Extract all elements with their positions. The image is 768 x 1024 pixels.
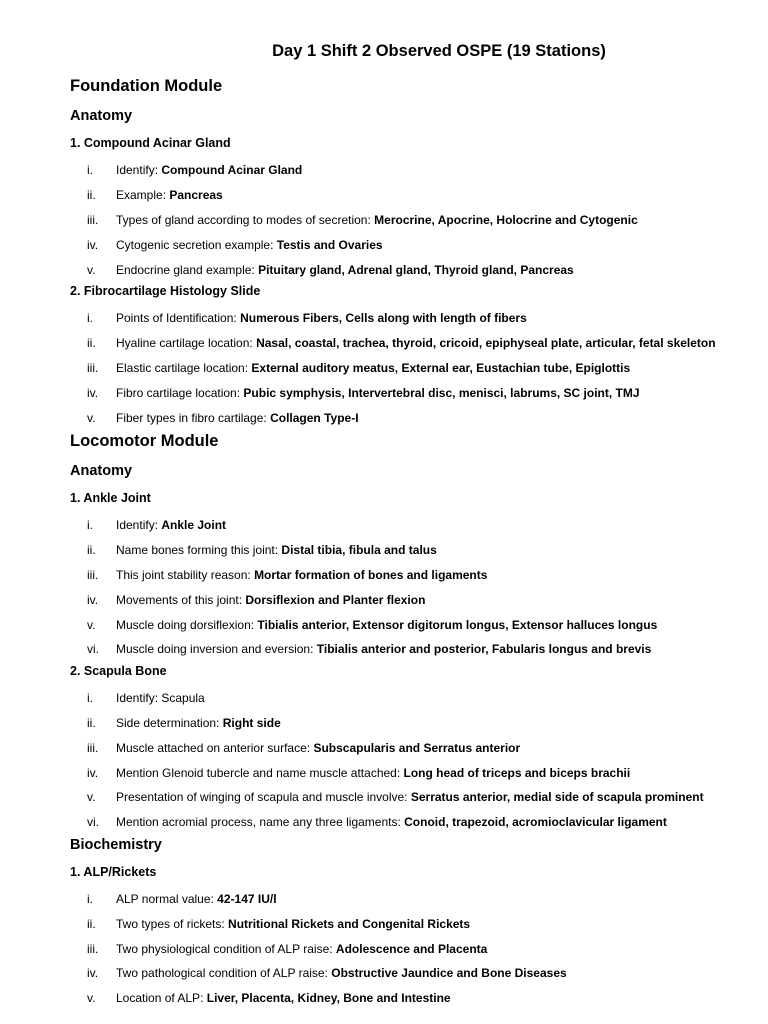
item-numeral: v. [87,617,96,632]
item-numeral: iv. [87,765,99,780]
question-text: ALP normal value: [116,891,218,906]
item-numeral: i. [87,518,93,533]
answer-text: Nutritional Rickets and Congenital Rickets [228,916,471,931]
item-text [116,891,277,907]
question-text: Movements of this joint: [116,592,246,607]
answer-text: Long head of triceps and biceps brachii [403,765,631,780]
item-text [116,410,359,426]
answer-text: Tibialis anterior and posterior, Fabularis longus and brevis [316,642,652,657]
question-item [70,961,748,986]
question-item [70,563,748,588]
answer-text: Testis and Ovaries [276,237,383,252]
module-title: Locomotor Module [70,431,219,450]
question-item [70,183,748,208]
question-list [70,306,748,430]
item-text [116,162,302,178]
question-list [70,158,748,282]
question-item [70,936,748,961]
answer-text: Pubic symphysis, Intervertebral disc, menisci, labrums, SC joint, TMJ [243,385,640,400]
question-item [70,356,748,381]
question-list [70,513,748,662]
question-text: Two physiological condition of ALP raise: [116,941,336,956]
document-content [70,75,748,1011]
question-text: Muscle doing dorsiflexion: [116,617,258,632]
spacer [70,126,748,134]
item-numeral: i. [87,691,93,706]
answer-text: 42-147 IU/l [217,891,277,906]
item-numeral: ii. [87,336,96,351]
station-title: 1. ALP/Rickets [70,864,157,879]
question-item [70,257,748,282]
item-numeral: iv. [87,592,99,607]
item-text [116,592,425,608]
item-text [116,517,226,533]
question-item [70,538,748,563]
answer-text: Mortar formation of bones and ligaments [254,567,488,582]
item-numeral: i. [87,163,93,178]
answer-text: Obstructive Jaundice and Bone Diseases [331,966,567,981]
item-text [116,212,638,228]
answer-text: Right side [222,715,281,730]
answer-text: Numerous Fibers, Cells along with length of fibers [240,311,527,326]
item-text [116,916,470,932]
question-item [70,760,748,785]
answer-text: Collagen Type-I [270,410,359,425]
question-text: Two types of rickets: [116,916,229,931]
station-title: 1. Compound Acinar Gland [70,136,231,150]
item-text [116,542,437,558]
item-text [116,965,567,981]
item-numeral: i. [87,311,93,326]
item-numeral: v. [87,991,96,1006]
answer-text: Pituitary gland, Adrenal gland, Thyroid gland, Pancreas [258,262,574,277]
subject-title: Anatomy [70,462,133,479]
answer-text: External auditory meatus, External ear, Eustachian tube, Epiglottis [251,360,631,375]
question-text: Mention acromial process, name any three ligaments: [116,815,405,830]
question-text: Fiber types in fibro cartilage: [116,410,271,425]
question-text: Identify: [116,163,162,178]
question-text: Side determination: [116,715,223,730]
answer-text: Adolescence and Placenta [335,941,488,956]
answer-text: Dorsiflexion and Planter flexion [245,592,426,607]
item-numeral: vi. [87,815,99,830]
item-numeral: iii. [87,360,99,375]
question-text: Types of gland according to modes of secretion: [116,212,375,227]
item-text [116,262,574,278]
question-text: Mention Glenoid tubercle and name muscle attached: [116,765,404,780]
item-text [116,641,651,657]
question-item [70,686,748,711]
item-text [116,740,520,756]
item-text [116,789,704,805]
item-text [116,941,487,957]
station-title: 1. Ankle Joint [70,490,151,505]
item-text [116,990,451,1006]
item-numeral: ii. [87,916,96,931]
module-title: Foundation Module [70,77,223,95]
question-text: Example: [116,188,170,203]
question-item [70,612,748,637]
item-numeral: iii. [87,212,99,227]
item-text [116,237,383,253]
question-text: Two pathological condition of ALP raise: [116,966,332,981]
question-item [70,711,748,736]
item-text [116,814,667,830]
answer-text: Compound Acinar Gland [161,163,303,178]
question-item [70,911,748,936]
question-item [70,306,748,331]
spacer [70,855,748,863]
answer-text: Ankle Joint [161,518,227,533]
item-numeral: iii. [87,567,99,582]
question-text: Location of ALP: [116,991,207,1006]
item-text [116,765,630,781]
answer-text: Liver, Placenta, Kidney, Bone and Intestine [206,991,451,1006]
station-title: 2. Fibrocartilage Histology Slide [70,283,261,298]
question-item [70,331,748,356]
item-text [116,335,716,351]
question-text: Hyaline cartilage location: [116,336,257,351]
question-item [70,887,748,912]
item-numeral: v. [87,262,96,277]
item-numeral: iv. [87,237,99,252]
subject-title: Anatomy [70,108,133,124]
question-item [70,232,748,257]
question-text: Elastic cartilage location: [116,360,252,375]
item-text [116,310,527,326]
question-item [70,587,748,612]
item-numeral: ii. [87,715,96,730]
item-text [116,187,223,203]
item-numeral: v. [87,410,96,425]
question-item [70,208,748,233]
item-text [116,385,640,401]
question-item [70,785,748,810]
question-item [70,810,748,835]
item-numeral: iii. [87,941,99,956]
answer-text: Nasal, coastal, trachea, thyroid, cricoid, epiphyseal plate, articular, fetal skeleton [256,336,716,351]
item-numeral: v. [87,790,96,805]
spacer [70,481,748,489]
station-title: 2. Scapula Bone [70,663,167,678]
item-text [116,360,630,376]
question-text: Presentation of winging of scapula and muscle involve: [116,790,411,805]
item-numeral: iii. [87,740,99,755]
question-text: Endocrine gland example: [116,262,259,277]
answer-text: Merocrine, Apocrine, Holocrine and Cytogenic [374,212,638,227]
question-text: Fibro cartilage location: [116,385,244,400]
item-text [116,617,657,633]
question-text: Cytogenic secretion example: [116,237,277,252]
question-item [70,986,748,1011]
item-text [116,715,281,731]
question-list [70,887,748,1011]
question-text: Muscle attached on anterior surface: [116,740,314,755]
question-item [70,513,748,538]
item-text [116,690,205,706]
question-item [70,637,748,662]
question-item [70,405,748,430]
item-numeral: iv. [87,385,99,400]
question-text: Identify: Scapula [116,691,205,706]
item-text [116,567,487,583]
answer-text: Serratus anterior, medial side of scapula prominent [410,790,704,805]
question-item [70,158,748,183]
answer-text: Tibialis anterior, Extensor digitorum longus, Extensor halluces longus [257,617,658,632]
item-numeral: i. [87,891,93,906]
answer-text: Distal tibia, fibula and talus [281,543,437,558]
question-text: Identify: [116,518,162,533]
question-list [70,686,748,835]
spacer [70,452,748,461]
spacer [70,97,748,106]
document-title: Day 1 Shift 2 Observed OSPE (19 Stations) [272,42,606,60]
question-text: This joint stability reason: [116,567,255,582]
item-numeral: ii. [87,188,96,203]
answer-text: Subscapularis and Serratus anterior [313,740,521,755]
answer-text: Conoid, trapezoid, acromioclavicular ligament [404,815,667,830]
answer-text: Pancreas [169,188,223,203]
question-item [70,735,748,760]
question-text: Muscle doing inversion and eversion: [116,642,317,657]
question-text: Points of Identification: [116,311,241,326]
question-item [70,380,748,405]
question-text: Name bones forming this joint: [116,543,282,558]
subject-title: Biochemistry [70,836,162,853]
item-numeral: ii. [87,543,96,558]
item-numeral: vi. [87,642,99,657]
item-numeral: iv. [87,966,99,981]
